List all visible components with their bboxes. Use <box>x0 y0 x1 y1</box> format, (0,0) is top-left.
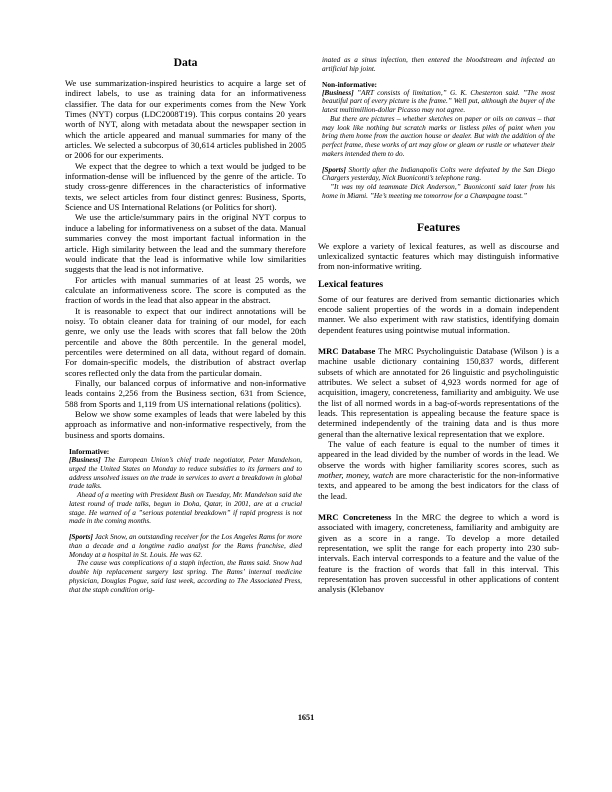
paragraph-mrc-concreteness <box>318 512 559 595</box>
paragraph: We expect that the degree to which a text would be judged to be information-dense will be influenced by the genre of the article. To study cross-genre differences in the characteristics of informative texts, we select articles from four distinct genres: Business, Sports, Science and US International Relations (or Politics for short). <box>65 160 306 213</box>
section-title-data: Data <box>173 56 198 69</box>
paragraph-text: The value of each feature is equal to the number of times it appeared in the lead divided by the number of words in the lead. We observe the words with higher familiarity scores scores, such as <box>318 439 559 470</box>
paragraph: For articles with manual summaries of at least 25 words, we calculate an informativeness score. The score is computed as the fraction of words in the lead that also appear in the abstract. <box>65 274 306 306</box>
example-continuation: ”It was my old teammate Dick Anderson,” Buoniconti said later from his home in Miami. ”He’s meeting me tomorrow for a Champagne toast.” <box>322 182 555 200</box>
subsection-title-lexical: Lexical features <box>318 278 384 290</box>
example-text: Jack Snow, an outstanding receiver for the Los Angeles Rams for more than a decade and a longtime radio analyst for the Rams franchise, died Monday at a hospital in St. Louis. He was 62. <box>69 532 302 559</box>
example-continuation: The cause was complications of a staph infection, the Rams said. Snow had double hip replacement surgery last spring. The Rams’ internal medicine physician, Douglas Pogue, said last week, according to The Associated Press, that the staph condition orig- <box>69 558 302 594</box>
example-label-non-informative: Non-informative: <box>322 79 378 89</box>
paragraph: It is reasonable to expect that our indirect annotations will be noisy. To obtain cleaner data for training of our model, for each genre, we only use the leads with scores that fall below the 20th percentile and above the 80th percentile. In the general model, percentiles were determined on all data, without regard of domain. For domain-specific models, the distribution of abstract overlap scores reflected only the data from the particular domain. <box>65 305 306 378</box>
example-tag: [Sports] <box>69 532 93 542</box>
paragraph: Below we show some examples of leads that were labeled by this approach as informative and non-informative respectively, from the business and sports domains. <box>65 409 306 440</box>
paragraph-mrc-database <box>318 346 559 439</box>
example-tag: [Business] <box>69 455 101 465</box>
paragraph-heading: MRC Database <box>318 345 376 356</box>
example-tag: [Sports] <box>322 164 346 174</box>
paragraph: We explore a variety of lexical features, as well as discourse and unlexicalized syntactic features which may distinguish informative from non-informative writing. <box>318 240 559 272</box>
emphasized-words: mother, money, watch <box>318 470 394 481</box>
example-continuation: Ahead of a meeting with President Bush on Tuesday, Mr. Mandelson said the latest round of trade talks, begun in Doha, Qatar, in 2001, are at a crucial stage. He warned of a ”serious potential breakdown” if rapid progress is not made in the coming months. <box>69 490 302 526</box>
example-label-informative: Informative: <box>69 447 110 457</box>
example-sports-non-informative <box>318 166 559 184</box>
paragraph: Some of our features are derived from semantic dictionaries which encode salient properties of the words in a domain independent manner. We also experiment with raw statistics, identifying domain dependent features using pointwise mutual information. <box>318 293 559 335</box>
example-tag: [Business] <box>322 87 354 97</box>
example-text: ”ART consists of limitation,” G. K. Chesterton said. ”The most beautiful part of every picture is the frame.” Well put, although the buyer of the latest multimillion-dollar Picasso may not agree. <box>322 87 555 114</box>
paragraph: We use summarization-inspired heuristics to acquire a large set of indirect labels, to use as training data for an informativeness classifier. The data for our experiments comes from the New York Times (NYT) corpus (LDC2008T19). This corpus contains 20 years worth of NYT, along with metadata about the newspaper section in which the article appeared and manual summaries for many of the articles. We selected a subcorpus of 30,614 articles published in 2005 or 2006 for our experiments. <box>65 78 306 161</box>
paragraph: Finally, our balanced corpus of informative and non-informative leads contains 2,256 from the Business section, 631 from Science, 588 from Sports and 1,119 from US international relations (politics). <box>65 377 306 409</box>
paragraph <box>318 439 559 501</box>
example-continuation: inated as a sinus infection, then entered the bloodstream and infected an artificial hip joint. <box>322 55 555 73</box>
paragraph-text: are more characteristic for the non-informative texts, and appeared to be among the best indicators for the class of the lead. <box>318 470 560 501</box>
page-number: 1651 <box>297 713 315 722</box>
example-business-non-informative <box>318 89 559 115</box>
paragraph-heading: MRC Concreteness <box>318 512 392 523</box>
paragraph-text: The MRC Psycholinguistic Database (Wilson ) is a machine usable dictionary containing 150,837 words, different subsets of which are annotated for 26 linguistic and psycholinguistic attributes. We select a subset of 4,923 words normed for age of acquisition, imagery, concreteness, familiarity and ambiguity. We use the list of all normed words in a bag-of-words representations of the leads. This representation is appealing because the feature space is determined independently of the training data and is thus more general than the alternative lexical representation that we explore. <box>318 345 559 439</box>
example-sports-informative <box>65 533 306 559</box>
example-business-informative <box>65 456 306 491</box>
paragraph: We use the article/summary pairs in the original NYT corpus to induce a labeling for informativeness on a subset of the data. Manual summaries convey the most important factual information in the article. High similarity between the lead and the summary therefore would indicate that the lead is informative while low similarities suggests that the lead is not informative. <box>65 212 306 275</box>
section-title-features: Features <box>417 220 460 234</box>
example-continuation: But there are pictures – whether sketches on paper or oils on canvas – that may look like nothing but scratch marks or listless piles of paint when you bring them home from the auction house or dealer. But with the addition of the perfect frame, these works of art may glow or gleam or rustle or whatever their makers intended them to do. <box>322 113 555 158</box>
paragraph-text: In the MRC the degree to which a word is associated with imagery, concreteness, familiarity and ambiguity are given as a score in a range. To develop a more detailed representation, we split the range for each property into 230 sub-intervals. Each interval corresponds to a feature and the value of the feature is the fraction of words that fall in this interval. This representation has proven successful in other applications of content analysis (Klebanov <box>318 512 560 595</box>
example-text: The European Union’s chief trade negotiator, Peter Mandelson, urged the United States on Monday to reduce subsidies to its farmers and to address unsolved issues on the trade in services to avert a breakdown in global trade talks. <box>69 455 302 491</box>
example-text: Shortly after the Indianapolis Colts were defeated by the San Diego Chargers yesterday, Nick Buoniconti’s telephone rang. <box>322 164 555 183</box>
left-column <box>65 56 306 594</box>
right-column <box>318 56 559 595</box>
